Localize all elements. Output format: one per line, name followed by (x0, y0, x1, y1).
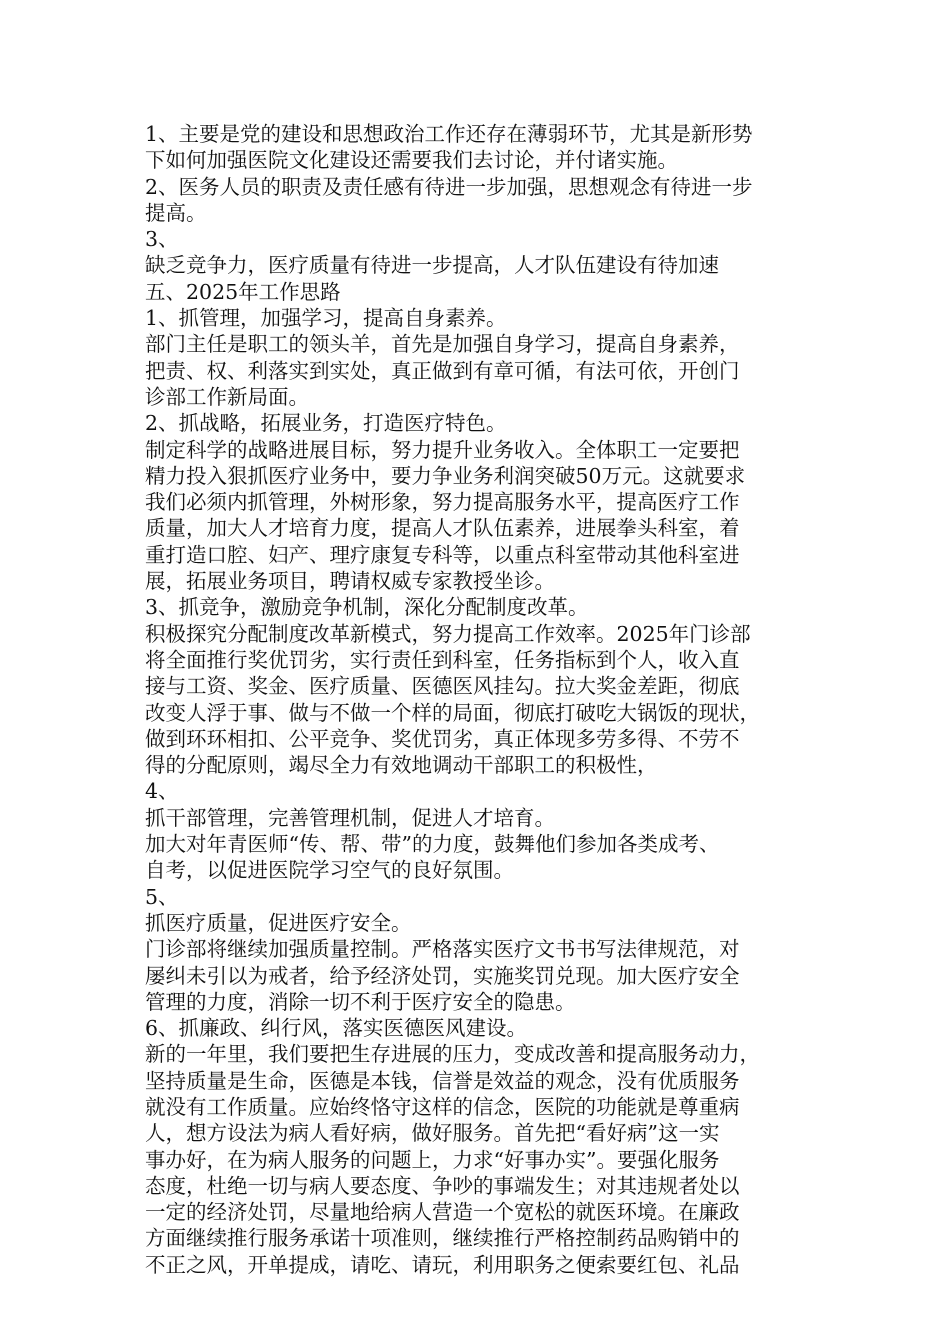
document-body (145, 121, 805, 1278)
text-line: 管理的力度，消除一切不利于医疗安全的隐患。 (145, 989, 576, 1014)
text-line: 五、2025年工作思路 (145, 279, 341, 304)
text-line: 2、抓战略，拓展业务，打造医疗特色。 (145, 411, 507, 436)
text-line: 不正之风，开单提成，请吃、请玩，利用职务之便索要红包、礼品 (145, 1252, 740, 1277)
text-line: 展，拓展业务项目，聘请权威专家教授坐诊。 (145, 569, 555, 594)
text-line: 缺乏竞争力，医疗质量有待进一步提高，人才队伍建设有待加速 (145, 253, 719, 278)
text-line: 抓医疗质量，促进医疗安全。 (145, 910, 412, 935)
text-line: 下如何加强医院文化建设还需要我们去讨论，并付诸实施。 (145, 148, 678, 173)
text-line: 我们必须内抓管理，外树形象，努力提高服务水平，提高医疗工作 (145, 490, 740, 515)
text-line: 接与工资、奖金、医疗质量、医德医风挂勾。拉大奖金差距，彻底 (145, 674, 740, 699)
text-line: 事办好，在为病人服务的问题上，力求“好事办实”。要强化服务 (145, 1147, 720, 1172)
text-line: 就没有工作质量。应始终恪守这样的信念，医院的功能就是尊重病 (145, 1094, 740, 1119)
text-line: 3、抓竞争，激励竞争机制，深化分配制度改革。 (145, 595, 589, 620)
text-line: 积极探究分配制度改革新模式，努力提高工作效率。2025年门诊部 (145, 621, 751, 646)
text-line: 3、 (145, 227, 179, 252)
text-line: 改变人浮于事、做与不做一个样的局面，彻底打破吃大锅饭的现状， (145, 700, 760, 725)
text-line: 态度，杜绝一切与病人要态度、争吵的事端发生；对其违规者处以 (145, 1173, 740, 1198)
text-line: 把责、权、利落实到实处，真正做到有章可循，有法可依，开创门 (145, 358, 740, 383)
text-line: 部门主任是职工的领头羊，首先是加强自身学习，提高自身素养， (145, 332, 740, 357)
text-line: 5、 (145, 884, 179, 909)
text-line: 做到环环相扣、公平竞争、奖优罚劣，真正体现多劳多得、不劳不 (145, 726, 740, 751)
text-line: 4、 (145, 779, 179, 804)
text-line: 质量，加大人才培育力度，提高人才队伍素养，进展拳头科室，着 (145, 516, 740, 541)
text-line: 重打造口腔、妇产、理疗康复专科等，以重点科室带动其他科室进 (145, 542, 740, 567)
text-line: 1、抓管理，加强学习，提高自身素养。 (145, 306, 507, 331)
text-line: 方面继续推行服务承诺十项准则，继续推行严格控制药品购销中的 (145, 1226, 740, 1251)
text-line: 制定科学的战略进展目标，努力提升业务收入。全体职工一定要把 (145, 437, 740, 462)
text-line: 坚持质量是生命，医德是本钱，信誉是效益的观念，没有优质服务 (145, 1068, 740, 1093)
text-line: 6、抓廉政、纠行风，落实医德医风建设。 (145, 1016, 528, 1041)
text-line: 新的一年里，我们要把生存进展的压力，变成改善和提高服务动力， (145, 1042, 760, 1067)
text-line: 2、医务人员的职责及责任感有待进一步加强，思想观念有待进一步 (145, 174, 753, 199)
text-line: 精力投入狠抓医疗业务中，要力争业务利润突破50万元。这就要求 (145, 463, 746, 488)
text-line: 屡纠未引以为戒者，给予经济处罚，实施奖罚兑现。加大医疗安全 (145, 963, 740, 988)
text-line: 加大对年青医师“传、帮、带”的力度，鼓舞他们参加各类成考、 (145, 832, 720, 857)
text-line: 一定的经济处罚，尽量地给病人营造一个宽松的就医环境。在廉政 (145, 1200, 740, 1225)
text-line: 抓干部管理，完善管理机制，促进人才培育。 (145, 805, 555, 830)
text-line: 1、主要是党的建设和思想政治工作还存在薄弱环节，尤其是新形势 (145, 122, 753, 146)
text-line: 得的分配原则，竭尽全力有效地调动干部职工的积极性， (145, 753, 658, 778)
text-line: 提高。 (145, 200, 207, 225)
text-line: 自考，以促进医院学习空气的良好氛围。 (145, 858, 514, 883)
text-line: 人，想方设法为病人看好病，做好服务。首先把“看好病”这一实 (145, 1121, 720, 1146)
text-line: 门诊部将继续加强质量控制。严格落实医疗文书书写法律规范，对 (145, 937, 740, 962)
text-line: 诊部工作新局面。 (145, 384, 309, 409)
text-line: 将全面推行奖优罚劣，实行责任到科室，任务指标到个人，收入直 (145, 647, 740, 672)
